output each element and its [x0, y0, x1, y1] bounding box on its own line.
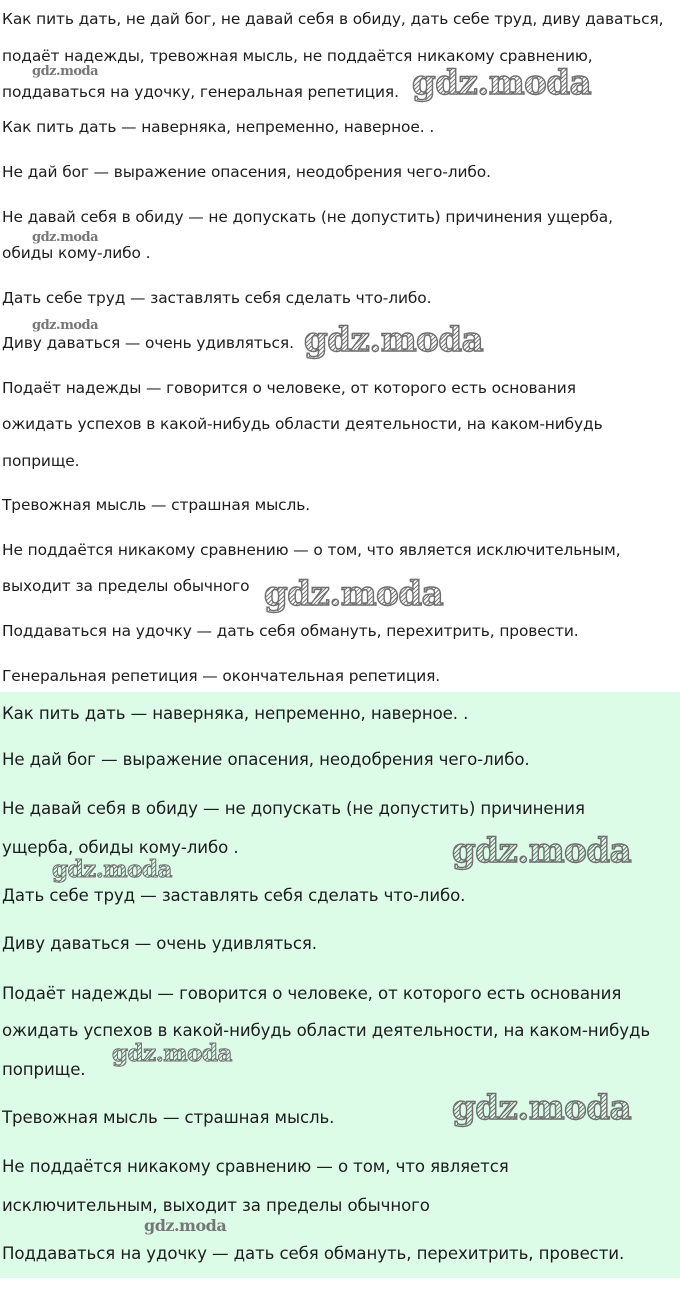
text-line: Дать себе труд — заставлять себя сделать что-либо. — [2, 289, 432, 307]
text-line: Не поддаётся никакому сравнению — о том, что является исключительным, — [2, 541, 621, 559]
watermark: gdz.moda — [144, 1216, 227, 1235]
watermark: gdz.moda — [452, 831, 632, 871]
text-line: Подаёт надежды — говорится о человеке, от которого есть основания — [2, 984, 622, 1003]
watermark: gdz.moda — [304, 320, 484, 360]
watermark: gdz.moda — [32, 64, 99, 79]
text-line: обиды кому-либо . — [2, 244, 151, 262]
text-line: Как пить дать — наверняка, непременно, наверное. . — [2, 118, 435, 136]
text-line: Как пить дать, не дай бог, не давай себя в обиду, дать себе труд, диву даваться, — [2, 10, 664, 28]
text-line: Тревожная мысль — страшная мысль. — [2, 1108, 335, 1127]
text-line: выходит за пределы обычного — [2, 577, 250, 595]
text-line: Не дай бог — выражение опасения, неодобрения чего-либо. — [2, 163, 491, 181]
text-line: Как пить дать — наверняка, непременно, наверное. . — [2, 704, 469, 723]
watermark: gdz.moda — [412, 63, 592, 103]
text-line: Подаёт надежды — говорится о человеке, от которого есть основания — [2, 379, 576, 397]
watermark: gdz.moda — [32, 318, 99, 333]
text-line: Поддаваться на удочку — дать себя обмануть, перехитрить, провести. — [2, 622, 579, 640]
text-line: поприще. — [2, 452, 80, 470]
text-line: поддаваться на удочку, генеральная репетиция. — [2, 83, 399, 101]
watermark: gdz.moda — [112, 1040, 232, 1067]
text-line: Тревожная мысль — страшная мысль. — [2, 496, 311, 514]
text-line: Не поддаётся никакому сравнению — о том, что является — [2, 1157, 509, 1176]
text-line: Не давай себя в обиду — не допускать (не допустить) причинения — [2, 799, 585, 818]
text-line: Диву даваться — очень удивляться. — [2, 934, 317, 953]
text-line: Диву даваться — очень удивляться. — [2, 334, 294, 352]
text-line: Не давай себя в обиду — не допускать (не допустить) причинения ущерба, — [2, 208, 613, 226]
watermark: gdz.moda — [264, 574, 444, 614]
text-line: поприще. — [2, 1060, 86, 1079]
watermark: gdz.moda — [452, 1088, 632, 1128]
text-line: Дать себе труд — заставлять себя сделать что-либо. — [2, 886, 466, 905]
text-line: ожидать успехов в какой-нибудь области деятельности, на каком-нибудь — [2, 415, 603, 433]
answer-section-highlighted — [0, 692, 680, 1278]
text-line: Генеральная репетиция — окончательная репетиция. — [2, 667, 441, 685]
text-line: Поддаваться на удочку — дать себя обмануть, перехитрить, провести. — [2, 1244, 625, 1263]
text-line: Не дай бог — выражение опасения, неодобрения чего-либо. — [2, 750, 530, 769]
watermark: gdz.moda — [32, 230, 99, 245]
watermark: gdz.moda — [52, 856, 172, 883]
text-line: ожидать успехов в какой-нибудь области деятельности, на каком-нибудь — [2, 1021, 651, 1040]
text-line: исключительным, выходит за пределы обычного — [2, 1196, 430, 1215]
text-line: подаёт надежды, тревожная мысль, не поддаётся никакому сравнению, — [2, 47, 593, 65]
text-line: ущерба, обиды кому-либо . — [2, 838, 239, 857]
